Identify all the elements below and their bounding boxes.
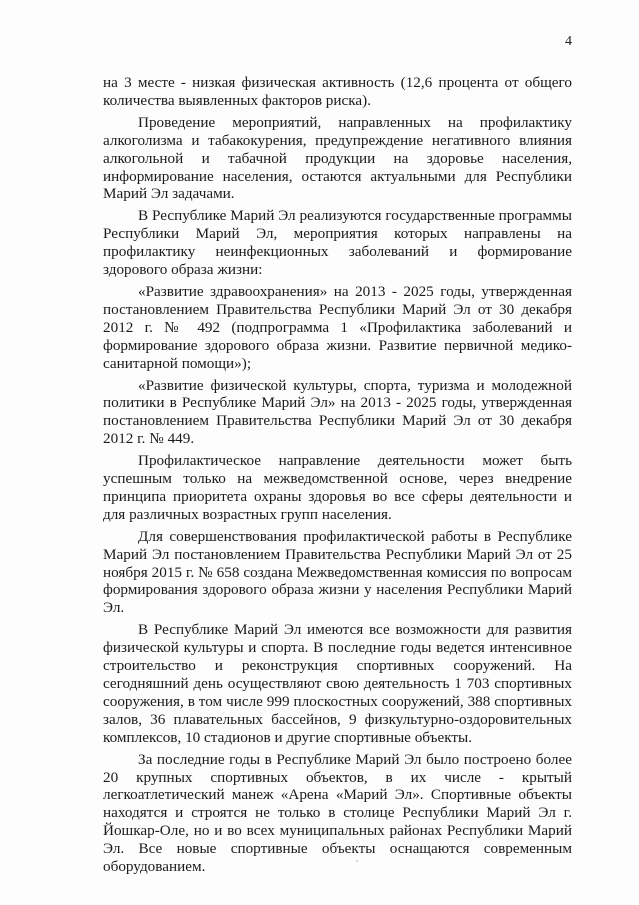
paragraph-interagency-basis: Профилактическое направление деятельности может быть успешным только на межведомственной основе, через внедрение принципа приоритета охраны здоровья во все сферы деятельности и для различных возрастных групп населения. [103, 452, 572, 523]
paragraph-continuation: на 3 месте - низкая физическая активность (12,6 процента от общего количества выявленных факторов риска). [103, 74, 572, 109]
scan-speck [356, 860, 358, 862]
paragraph-program-sport: «Развитие физической культуры, спорта, туризма и молодежной политики в Республике Марий Эл» на 2013 - 2025 годы, утвержденная постановлением Правительства Республики Марий Эл от 30 декабря 2012 г. № 449. [103, 376, 572, 448]
paragraph-program-healthcare: «Развитие здравоохранения» на 2013 - 2025 годы, утвержденная постановлением Правительства Республики Марий Эл от 30 декабря 2012 г. № 492 (подпрограмма 1 «Профилактика заболеваний и формирование здорового образа жизни. Развитие первичной медико-санитарной помощи»); [103, 282, 572, 372]
paragraph-prevention-measures: Проведение мероприятий, направленных на профилактику алкоголизма и табакокурения, предупреждение негативного влияния алкогольной и табачной продукции на здоровье населения, информирование населения, остаются актуальными для Республики Марий Эл задачами. [103, 113, 572, 203]
paragraph-commission: Для совершенствования профилактической работы в Республике Марий Эл постановлением Правительства Республики Марий Эл от 25 ноября 2015 г. № 658 создана Межведомственная комиссия по вопросам формирования здорового образа жизни у населения Республики Марий Эл. [103, 527, 572, 617]
page-number: 4 [565, 34, 572, 49]
paragraph-sport-facilities: В Республике Марий Эл имеются все возможности для развития физической культуры и спорта. В последние годы ведется интенсивное строительство и реконструкция спортивных сооружений. На сегодняшний день осуществляют свою деятельность 1 703 спортивных сооружения, в том числе 999 плоскостных сооружений, 388 спортивных залов, 36 плавательных бассейнов, 9 физкультурно-оздоровительных комплексов, 10 стадионов и другие спортивные объекты. [103, 621, 572, 746]
paragraph-new-facilities: За последние годы в Республике Марий Эл было построено более 20 крупных спортивных объектов, в их числе - крытый легкоатлетический манеж «Арена «Марий Эл». Спортивные объекты находятся и строятся не только в столице Республики Марий Эл г. Йошкар-Оле, но и во всех муниципальных районах Республики Марий Эл. Все новые спортивные объекты оснащаются современным оборудованием. [103, 750, 572, 876]
document-body [103, 74, 572, 880]
paragraph-state-programs: В Республике Марий Эл реализуются государственные программы Республики Марий Эл, мероприятия которых направлены на профилактику неинфекционных заболеваний и формирование здорового образа жизни: [103, 207, 572, 279]
